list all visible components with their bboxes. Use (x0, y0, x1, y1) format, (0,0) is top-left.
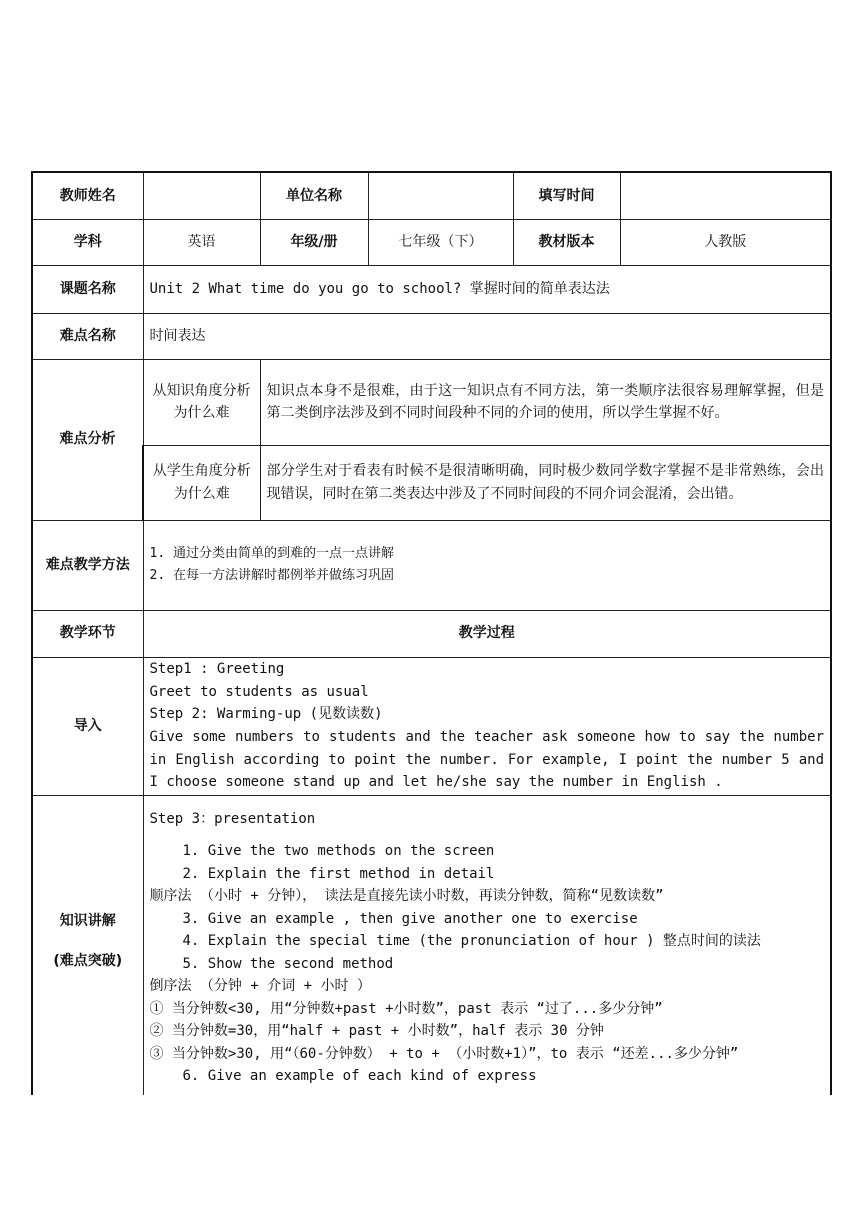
analysis-label: 难点分析 (32, 359, 143, 520)
student-angle-label: 从学生角度分析为什么难 (143, 445, 260, 520)
intro-row (32, 657, 831, 795)
knowledge-line: ② 当分钟数=30，用“half + past + 小时数”，half 表示 30 分钟 (149, 1023, 604, 1039)
method-row (32, 520, 831, 610)
knowledge-line: 倒序法 （分钟 + 介词 + 小时 ） (149, 978, 371, 994)
date-label: 填写时间 (513, 172, 620, 219)
difficulty-value: 时间表达 (143, 313, 831, 359)
header-row-2 (32, 219, 831, 265)
method-item: 2. 在每一方法讲解时都例举并做练习巩固 (149, 568, 394, 583)
intro-content (143, 657, 831, 795)
difficulty-row (32, 313, 831, 359)
grade-label: 年级/册 (260, 219, 368, 265)
grade-value: 七年级（下） (368, 219, 513, 265)
unit-label: 单位名称 (260, 172, 368, 219)
process-label: 教学过程 (143, 610, 831, 657)
knowledge-line: ① 当分钟数<30, 用“分钟数+past +小时数”，past 表示 “过了...多少分钟” (149, 1000, 663, 1017)
intro-label: 导入 (32, 657, 143, 795)
teacher-name-label: 教师姓名 (32, 172, 143, 219)
intro-line: Step 2: Warming-up (见数读数) (149, 706, 383, 723)
knowledge-line: Step 3：presentation (149, 810, 316, 827)
analysis-row-knowledge (32, 359, 831, 445)
textbook-label: 教材版本 (513, 219, 620, 265)
intro-paragraph: Give some numbers to students and the teacher ask someone how to say the number in English according to point the number. For example, I point the number 5 and I choose someone stand up and let he/she say the number in English . (149, 729, 824, 791)
method-label: 难点教学方法 (32, 520, 143, 610)
knowledge-content (143, 795, 831, 1095)
method-item: 1. 通过分类由简单的到难的一点一点讲解 (149, 545, 394, 561)
topic-row (32, 265, 831, 313)
student-angle-text: 部分学生对于看表有时候不是很清晰明确，同时极少数同学数字掌握不是非常熟练，会出现错误，同时在第二类表达中涉及了不同时间段的不同介词会混淆，会出错。 (260, 445, 831, 520)
knowledge-row (32, 795, 831, 1095)
unit-value (368, 172, 513, 219)
knowledge-line: ③ 当分钟数>30, 用“（60-分钟数） + to + （小时数+1）”，to 表示 “还差...多少分钟” (149, 1045, 739, 1062)
difficulty-label: 难点名称 (32, 313, 143, 359)
analysis-row-student (32, 445, 831, 520)
knowledge-line: 6. Give an example of each kind of express (182, 1068, 537, 1084)
knowledge-line: 5. Show the second method (182, 955, 394, 972)
knowledge-line: 4. Explain the special time (the pronunciation of hour ) 整点时间的读法 (182, 933, 761, 949)
knowledge-sublabel: (难点突破) (53, 952, 123, 969)
header-row-1 (32, 172, 831, 219)
knowledge-angle-text: 知识点本身不是很难，由于这一知识点有不同方法，第一类顺序法很容易理解掌握，但是第二类倒序法涉及到不同时间段种不同的介词的使用，所以学生掌握不好。 (260, 359, 831, 445)
knowledge-line: 1. Give the two methods on the screen (182, 843, 495, 859)
knowledge-label: 知识讲解 (59, 912, 116, 929)
teacher-name-value (143, 172, 260, 219)
knowledge-angle-label: 从知识角度分析为什么难 (143, 359, 260, 445)
process-header-row (32, 610, 831, 657)
intro-line: Greet to students as usual (149, 683, 369, 700)
date-value (620, 172, 831, 219)
stage-label: 教学环节 (32, 610, 143, 657)
knowledge-label-cell (32, 795, 143, 1095)
lesson-plan-table (31, 171, 832, 1095)
textbook-value: 人教版 (620, 219, 831, 265)
topic-label: 课题名称 (32, 265, 143, 313)
knowledge-line: 顺序法 （小时 + 分钟）， 读法是直接先读小时数，再读分钟数，简称“见数读数” (149, 888, 664, 904)
method-content (143, 520, 831, 610)
topic-value: Unit 2 What time do you go to school? 掌握时间的简单表达法 (143, 265, 831, 313)
subject-label: 学科 (32, 219, 143, 265)
intro-line: Step1 : Greeting (149, 661, 285, 678)
knowledge-line: 3. Give an example , then give another one to exercise (182, 910, 638, 927)
knowledge-line: 2. Explain the first method in detail (182, 865, 495, 882)
subject-value: 英语 (143, 219, 260, 265)
